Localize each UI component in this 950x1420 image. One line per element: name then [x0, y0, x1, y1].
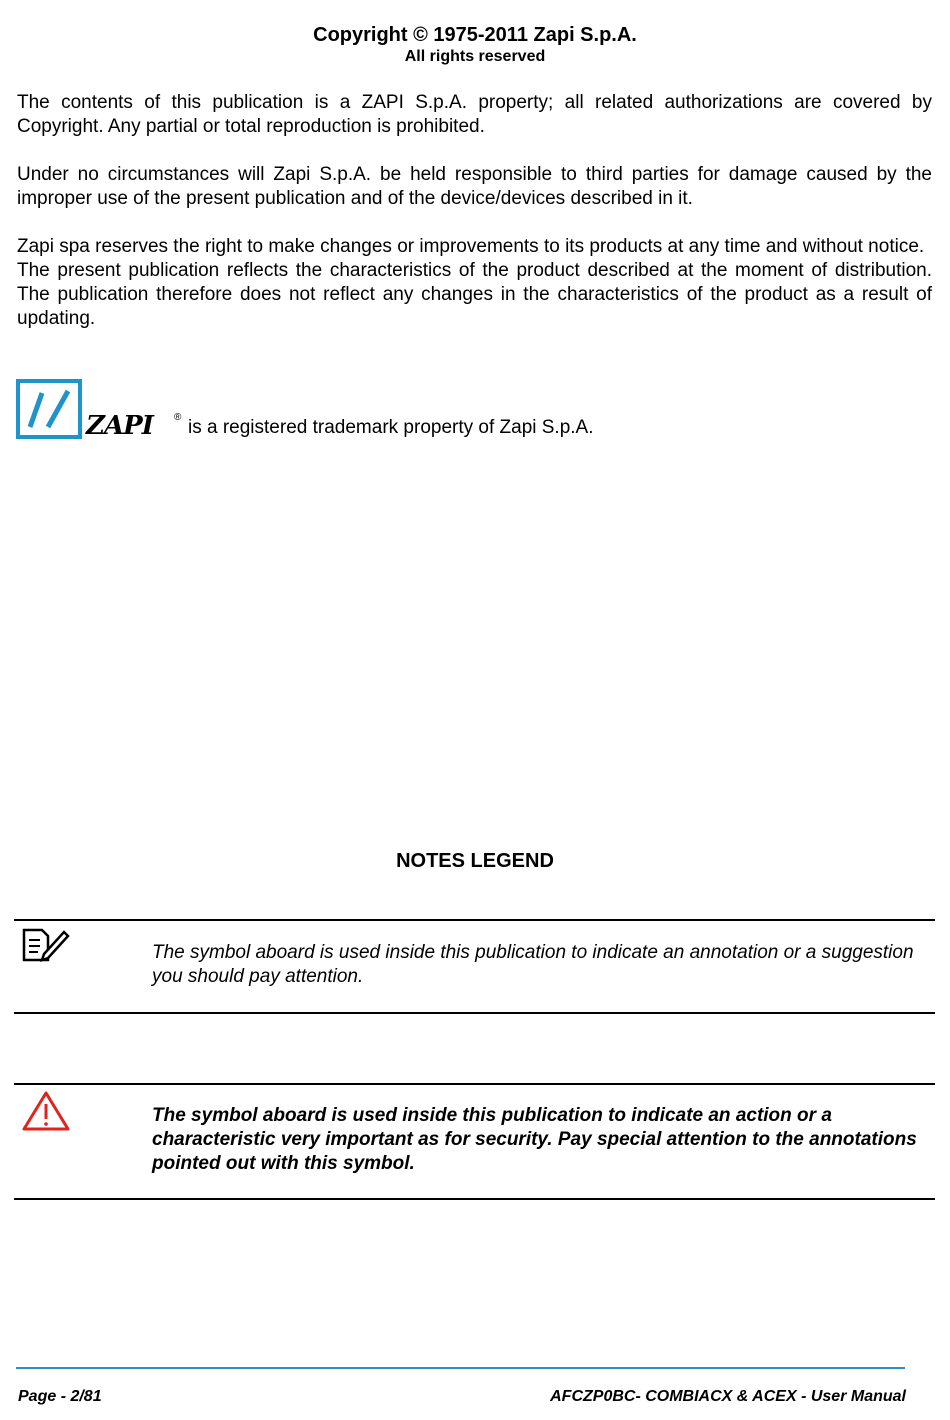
- registered-mark: ®: [174, 412, 182, 423]
- notes-legend-title: NOTES LEGEND: [396, 850, 554, 872]
- paragraph-text: Zapi spa reserves the right to make changes or improvements to its products at any time and without notice.: [17, 236, 925, 257]
- divider: [14, 1198, 935, 1200]
- note-annotation-text: The symbol aboard is used inside this publication to indicate an annotation or a suggestion you should pay attention.: [152, 942, 914, 987]
- note-security-text: The symbol aboard is used inside this publication to indicate an action or a characteristic very important as for security. Pay special attention to the annotations pointed out with this symbol.: [152, 1105, 917, 1174]
- paragraph-ownership: [17, 91, 932, 139]
- paragraph-text: The present publication reflects the characteristics of the product described at the moment of distribution. The publication therefore does not reflect any changes in the characteristics of the product as a result of updating.: [17, 260, 932, 329]
- paragraph-liability: [17, 163, 932, 211]
- zapi-logo-icon: [16, 379, 82, 439]
- note-pencil-icon: [22, 928, 70, 967]
- rights-reserved: All rights reserved: [404, 48, 546, 65]
- divider: [14, 919, 935, 921]
- footer-rule: [16, 1367, 905, 1369]
- zapi-logo-text: ZAPI: [86, 411, 153, 441]
- copyright-title: Copyright © 1975-2011 Zapi S.p.A.: [313, 24, 637, 46]
- warning-triangle-icon: [21, 1090, 71, 1137]
- manual-title: AFCZP0BC- COMBIACX & ACEX - User Manual: [550, 1388, 906, 1405]
- trademark-text: is a registered trademark property of Zapi S.p.A.: [188, 417, 594, 438]
- paragraph-text: The contents of this publication is a ZAPI S.p.A. property; all related authorizations are covered by Copyright. Any partial or total reproduction is prohibited.: [17, 92, 932, 137]
- page-number: Page - 2/81: [18, 1388, 102, 1405]
- paragraph-text: Under no circumstances will Zapi S.p.A. be held responsible to third parties for damage caused by the improper use of the present publication and of the device/devices described in it.: [17, 164, 932, 209]
- divider: [14, 1083, 935, 1085]
- divider: [14, 1012, 935, 1014]
- paragraph-changes: [17, 235, 932, 331]
